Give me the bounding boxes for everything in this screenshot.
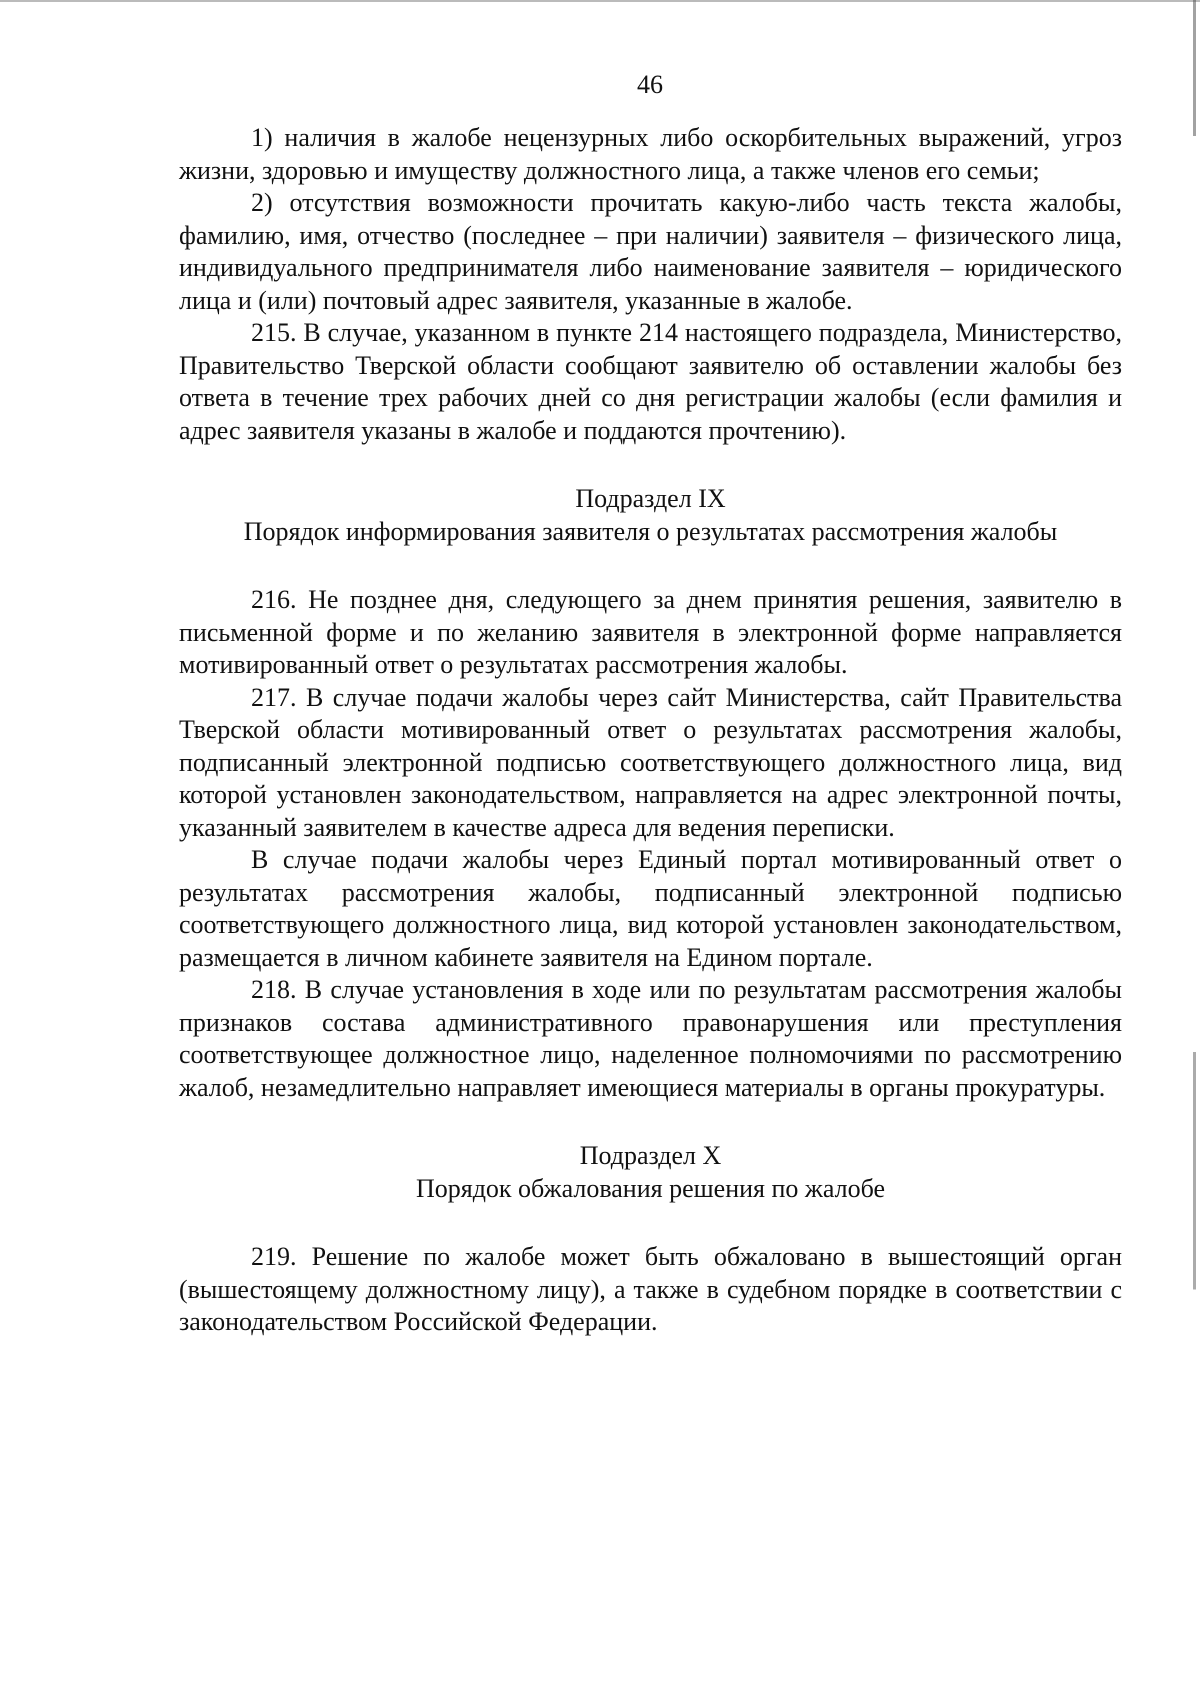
- section-x-title: Порядок обжалования решения по жалобе: [415, 1173, 886, 1203]
- section-ix-label: Подраздел IX: [575, 484, 726, 513]
- scan-edge-top: [0, 0, 1200, 2]
- section-ix-title: Порядок информирования заявителя о результатах рассмотрения жалобы: [243, 516, 1058, 546]
- paragraph-217-portal: В случае подачи жалобы через Единый портал мотивированный ответ о результатах рассмотрения жалобы, подписанный электронной подписью соответствующего должностного лица, вид которой установлен законодательством, размещается в личном кабинете заявителя на Едином портале.: [179, 845, 1122, 972]
- paragraph-219: 219. Решение по жалобе может быть обжаловано в вышестоящий орган (вышестоящему должностному лицу), а также в судебном порядке в соответствии с законодательством Российской Федерации.: [179, 1242, 1122, 1336]
- paragraph-item-1: 1) наличия в жалобе нецензурных либо оскорбительных выражений, угроз жизни, здоровью и имуществу должностного лица, а также членов его семьи;: [179, 123, 1122, 185]
- page-number: 46: [637, 70, 663, 99]
- scan-edge-right: [1193, 0, 1196, 1697]
- section-x-heading: [179, 1140, 1122, 1205]
- paragraph-item-2: 2) отсутствия возможности прочитать какую-либо часть текста жалобы, фамилию, имя, отчество (последнее – при наличии) заявителя – физического лица, индивидуального предпринимателя либо наименование заявителя – юридического лица и (или) почтовый адрес заявителя, указанные в жалобе.: [179, 188, 1122, 315]
- section-ix-heading: [179, 483, 1122, 548]
- paragraph-218: 218. В случае установления в ходе или по результатам рассмотрения жалобы признаков состава административного правонарушения или преступления соответствующее должностное лицо, наделенное полномочиями по рассмотрению жалоб, незамедлительно направляет имеющиеся материалы в органы прокуратуры.: [179, 975, 1122, 1102]
- paragraph-217: 217. В случае подачи жалобы через сайт Министерства, сайт Правительства Тверской области мотивированный ответ о результатах рассмотрения жалобы, подписанный электронной подписью соответствующего должностного лица, вид которой установлен законодательством, направляется на адрес электронной почты, указанный заявителем в качестве адреса для ведения переписки.: [179, 682, 1122, 842]
- document-body: [179, 122, 1122, 1339]
- paragraph-216: 216. Не позднее дня, следующего за днем принятия решения, заявителю в письменной форме и по желанию заявителя в электронной форме направляется мотивированный ответ о результатах рассмотрения жалобы.: [179, 585, 1122, 679]
- paragraph-215: 215. В случае, указанном в пункте 214 настоящего подраздела, Министерство, Правительство Тверской области сообщают заявителю об оставлении жалобы без ответа в течение трех рабочих дней со дня регистрации жалобы (если фамилия и адрес заявителя указаны в жалобе и поддаются прочтению).: [179, 318, 1122, 445]
- section-x-label: Подраздел X: [579, 1141, 722, 1170]
